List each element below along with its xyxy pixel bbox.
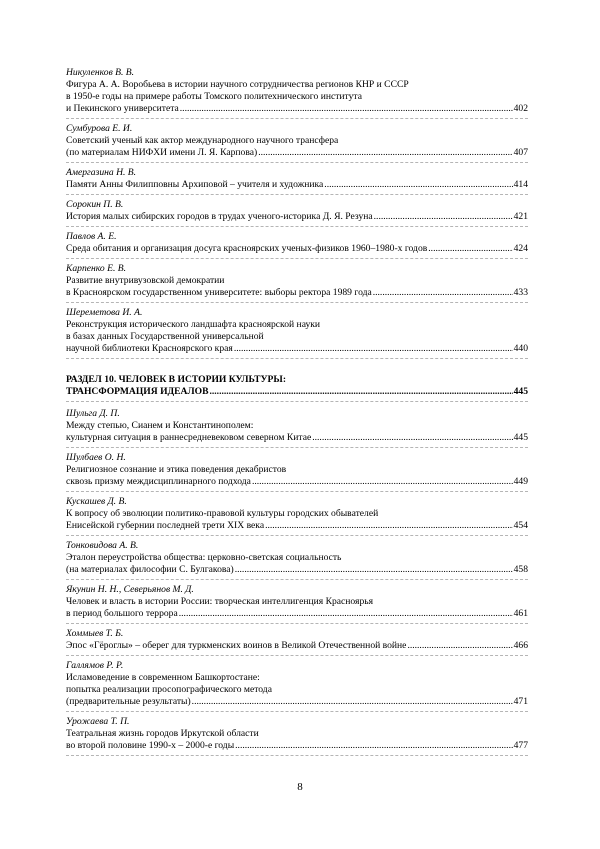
entry-title-line-last xyxy=(66,476,528,488)
entry-title-text: Среда обитания и организация досуга красноярских ученых-физиков 1960–1980-х годов xyxy=(66,243,428,254)
toc-entry xyxy=(66,660,528,712)
entry-author: Никуленков В. В. xyxy=(66,67,135,78)
entry-title-text: (на материалах философии С. Булгакова) xyxy=(66,564,234,575)
entry-title-line-last xyxy=(66,343,528,355)
entry-title-text: Памяти Анны Филипповны Архиповой – учителя и художника xyxy=(66,179,324,190)
page-number: 8 xyxy=(297,781,303,793)
entry-page-number: 414 xyxy=(513,179,528,190)
entry-title-text: во второй половине 1990-х – 2000-е годы xyxy=(66,740,235,751)
toc-entry xyxy=(66,408,528,448)
section-heading xyxy=(66,374,528,402)
toc-entry xyxy=(66,167,528,195)
leader-dots xyxy=(180,103,513,115)
entry-author: Сумбурова Е. И. xyxy=(66,123,133,134)
leader-dots xyxy=(258,147,512,159)
toc-entry xyxy=(66,67,528,119)
entry-author: Амергазина Н. В. xyxy=(66,167,137,178)
toc-entry xyxy=(66,307,528,359)
leader-dots xyxy=(407,640,512,652)
entry-page-number: 407 xyxy=(513,147,528,158)
entry-title-line-last xyxy=(66,179,528,191)
section-page-number: 445 xyxy=(513,386,528,397)
leader-dots xyxy=(252,476,513,488)
entry-title-line-last xyxy=(66,147,528,159)
entry-title-text: Енисейской губернии последней трети XIX века xyxy=(66,520,265,531)
entry-title-text: и Пекинского университета xyxy=(66,103,179,114)
entry-author: Сорокин П. В. xyxy=(66,199,124,210)
entry-author: Кускашев Д. В. xyxy=(66,496,127,507)
entry-page-number: 433 xyxy=(513,287,528,298)
entry-title-line: Развитие внутривузовской демократии xyxy=(66,275,225,286)
entry-author: Шульга Д. П. xyxy=(66,408,120,419)
entry-title-text: научной библиотеки Красноярского края xyxy=(66,343,233,354)
entry-title-line-last xyxy=(66,432,528,444)
entry-author: Хоммыев Т. Б. xyxy=(66,628,124,639)
entry-title-line-last xyxy=(66,520,528,532)
leader-dots xyxy=(265,520,513,532)
entry-title-line: попытка реализации просопографического метода xyxy=(66,684,272,695)
entry-title-text: (по материалам НИФХИ имени Л. Я. Карпова) xyxy=(66,147,258,158)
entry-title-text: Эпос «Гёроглы» – оберег для туркменских воинов в Великой Отечественной войне xyxy=(66,640,407,651)
toc-entry xyxy=(66,716,528,756)
toc-entry xyxy=(66,123,528,163)
entry-author: Карпенко Е. В. xyxy=(66,263,127,274)
entry-list-top xyxy=(66,67,528,359)
entry-author: Тонковидова А. В. xyxy=(66,540,139,551)
entry-title-line: Советский ученый как актор международного научного трансфера xyxy=(66,135,339,146)
entry-page-number: 466 xyxy=(513,640,528,651)
entry-page-number: 454 xyxy=(513,520,528,531)
entry-title-line-last xyxy=(66,211,528,223)
entry-title-line: в 1950-е годы на примере работы Томского политехнического института xyxy=(66,91,362,102)
entry-list-bottom xyxy=(66,408,528,756)
entry-title-line-last xyxy=(66,564,528,576)
entry-title-line-last xyxy=(66,696,528,708)
entry-title-line-last xyxy=(66,608,528,620)
entry-title-line: Исламоведение в современном Башкортостане: xyxy=(66,672,260,683)
entry-author: Павлов А. Е. xyxy=(66,231,117,242)
entry-title-line: К вопросу об эволюции политико-правовой культуры городских обывателей xyxy=(66,508,379,519)
entry-title-line: Фигура А. А. Воробьева в истории научного сотрудничества регионов КНР и СССР xyxy=(66,79,409,90)
leader-dots xyxy=(192,696,513,708)
entry-page-number: 440 xyxy=(513,343,528,354)
toc-entry xyxy=(66,584,528,624)
leader-dots xyxy=(374,211,513,223)
table-of-contents xyxy=(66,67,528,760)
entry-page-number: 471 xyxy=(513,696,528,707)
leader-dots xyxy=(179,608,513,620)
entry-title-text: История малых сибирских городов в трудах ученого-историка Д. Я. Резуна xyxy=(66,211,373,222)
toc-entry xyxy=(66,540,528,580)
toc-entry xyxy=(66,628,528,656)
entry-title-line: Театральная жизнь городов Иркутской области xyxy=(66,728,259,739)
entry-author: Шулбаев О. Н. xyxy=(66,452,126,463)
entry-page-number: 449 xyxy=(513,476,528,487)
leader-dots xyxy=(428,243,512,255)
entry-page-number: 458 xyxy=(513,564,528,575)
entry-page-number: 402 xyxy=(513,103,528,114)
entry-title-text: сквозь призму междисциплинарного подхода xyxy=(66,476,251,487)
section-title-line: РАЗДЕЛ 10. ЧЕЛОВЕК В ИСТОРИИ КУЛЬТУРЫ: xyxy=(66,374,287,385)
leader-dots xyxy=(235,740,512,752)
toc-entry xyxy=(66,231,528,259)
leader-dots xyxy=(312,432,512,444)
entry-page-number: 477 xyxy=(513,740,528,751)
entry-title-line: Эталон переустройства общества: церковно-светская социальность xyxy=(66,552,342,563)
entry-title-line: Человек и власть в истории России: творческая интеллигенция Красноярья xyxy=(66,596,374,607)
toc-entry xyxy=(66,452,528,492)
entry-title-line-last xyxy=(66,640,528,652)
entry-title-text: в период большого террора xyxy=(66,608,178,619)
section-title-text: ТРАНСФОРМАЦИЯ ИДЕАЛОВ xyxy=(66,386,209,397)
section-title-line-last xyxy=(66,386,528,398)
entry-page-number: 424 xyxy=(513,243,528,254)
leader-dots xyxy=(234,343,513,355)
entry-author: Шереметова И. А. xyxy=(66,307,143,318)
entry-title-line-last xyxy=(66,287,528,299)
entry-title-line: в базах данных Государственной универсальной xyxy=(66,331,264,342)
entry-page-number: 421 xyxy=(513,211,528,222)
toc-entry xyxy=(66,496,528,536)
leader-dots xyxy=(373,287,513,299)
entry-title-line-last xyxy=(66,243,528,255)
leader-dots xyxy=(209,386,512,398)
entry-author: Галлямов Р. Р. xyxy=(66,660,124,671)
entry-author: Урожаева Т. П. xyxy=(66,716,130,727)
entry-title-line-last xyxy=(66,103,528,115)
toc-entry xyxy=(66,263,528,303)
entry-title-line: Между степью, Сианем и Константинополем: xyxy=(66,420,254,431)
leader-dots xyxy=(324,179,512,191)
entry-title-line: Реконструкция исторического ландшафта красноярской науки xyxy=(66,319,321,330)
entry-title-text: (предварительные результаты) xyxy=(66,696,191,707)
entry-author: Якунин Н. Н., Северьянов М. Д. xyxy=(66,584,194,595)
entry-title-text: культурная ситуация в раннесредневековом северном Китае xyxy=(66,432,312,443)
entry-title-line: Религиозное сознание и этика поведения декабристов xyxy=(66,464,287,475)
leader-dots xyxy=(235,564,513,576)
entry-title-text: в Красноярском государственном университете: выборы ректора 1989 года xyxy=(66,287,372,298)
entry-page-number: 445 xyxy=(513,432,528,443)
toc-entry xyxy=(66,199,528,227)
entry-page-number: 461 xyxy=(513,608,528,619)
entry-title-line-last xyxy=(66,740,528,752)
